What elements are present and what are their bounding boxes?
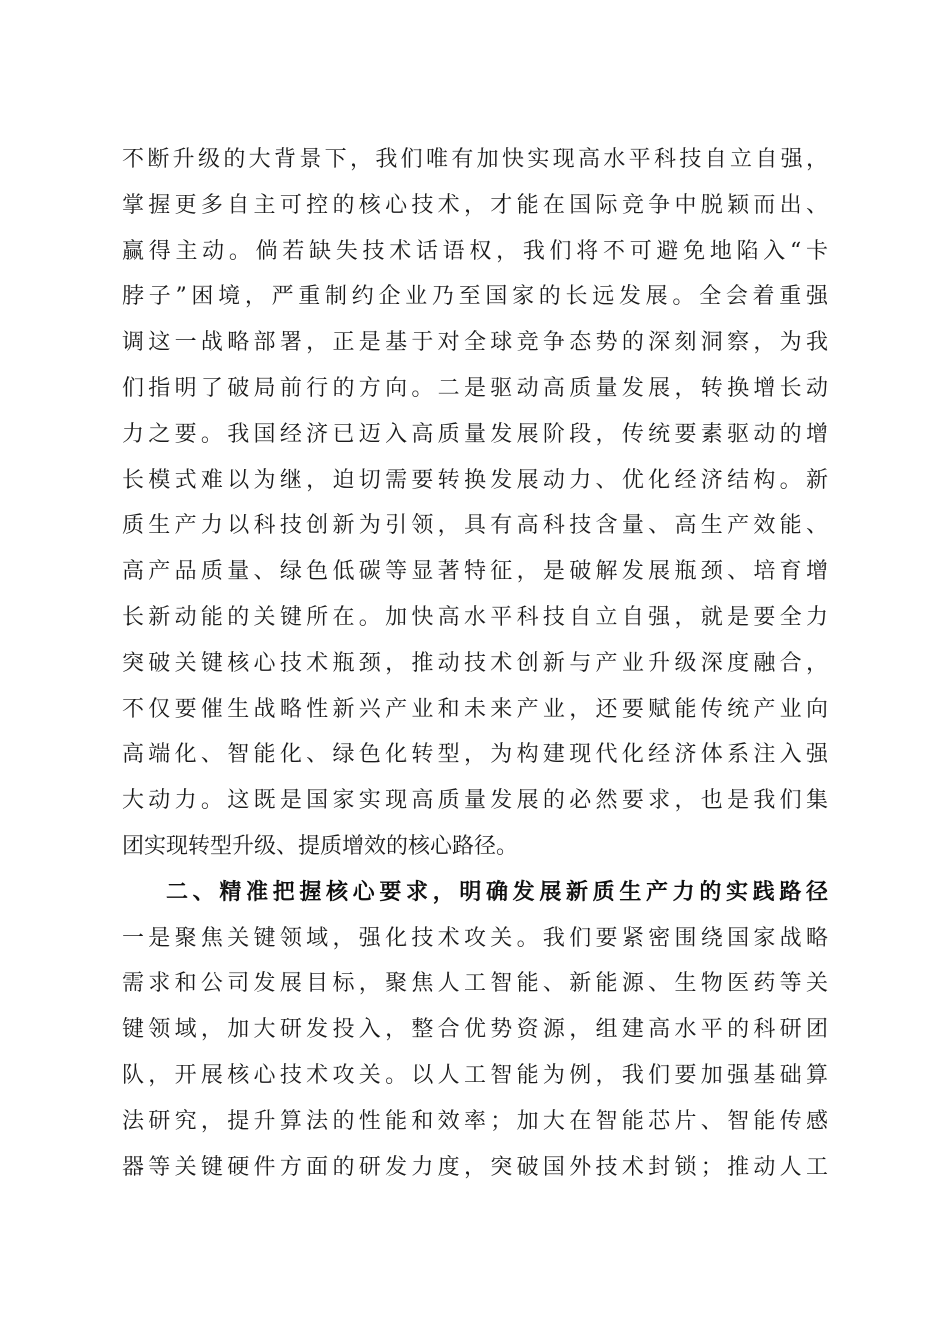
text-line: 高端化、智能化、绿色化转型，为构建现代化经济体系注入强 — [122, 742, 828, 768]
text-line: 赢得主动。倘若缺失技术话语权，我们将不可避免地陷入“卡 — [122, 238, 828, 264]
text-line: 大动力。这既是国家实现高质量发展的必然要求，也是我们集 — [122, 788, 828, 814]
text-line: 不仅要催生战略性新兴产业和未来产业，还要赋能传统产业向 — [122, 696, 828, 722]
text-line: 突破关键核心技术瓶颈，推动技术创新与产业升级深度融合， — [122, 650, 828, 676]
body-text — [122, 137, 828, 1190]
text-line: 器等关键硬件方面的研发力度，突破国外技术封锁；推动人工 — [122, 1154, 828, 1180]
paragraph-2 — [122, 916, 828, 1191]
text-line: 不断升级的大背景下，我们唯有加快实现高水平科技自立自强， — [122, 147, 828, 172]
text-line: 掌握更多自主可控的核心技术，才能在国际竞争中脱颖而出、 — [122, 192, 828, 218]
text-line: 质生产力以科技创新为引领，具有高科技含量、高生产效能、 — [122, 513, 828, 539]
text-line: 键领域，加大研发投入，整合优势资源，组建高水平的科研团 — [122, 1017, 828, 1043]
section-heading: 二、精准把握核心要求，明确发展新质生产力的实践路径 — [166, 879, 828, 905]
text-line: 一是聚焦关键领域，强化技术攻关。我们要紧密围绕国家战略 — [122, 925, 828, 951]
text-line: 调这一战略部署，正是基于对全球竞争态势的深刻洞察，为我 — [122, 330, 828, 356]
text-line: 法研究，提升算法的性能和效率；加大在智能芯片、智能传感 — [122, 1108, 828, 1134]
text-line: 团实现转型升级、提质增效的核心路径。 — [122, 833, 519, 859]
text-line: 长模式难以为继，迫切需要转换发展动力、优化经济结构。新 — [122, 467, 828, 493]
text-line: 们指明了破局前行的方向。二是驱动高质量发展，转换增长动 — [122, 375, 828, 401]
paragraph-1 — [122, 137, 828, 870]
text-line: 脖子”困境，严重制约企业乃至国家的长远发展。全会着重强 — [122, 284, 828, 310]
text-line: 力之要。我国经济已迈入高质量发展阶段，传统要素驱动的增 — [122, 421, 828, 447]
text-line: 需求和公司发展目标，聚焦人工智能、新能源、生物医药等关 — [122, 971, 828, 997]
text-line: 长新动能的关键所在。加快高水平科技自立自强，就是要全力 — [122, 604, 828, 630]
text-line: 队，开展核心技术攻关。以人工智能为例，我们要加强基础算 — [122, 1062, 828, 1088]
text-line: 高产品质量、绿色低碳等显著特征，是破解发展瓶颈、培育增 — [122, 559, 828, 585]
